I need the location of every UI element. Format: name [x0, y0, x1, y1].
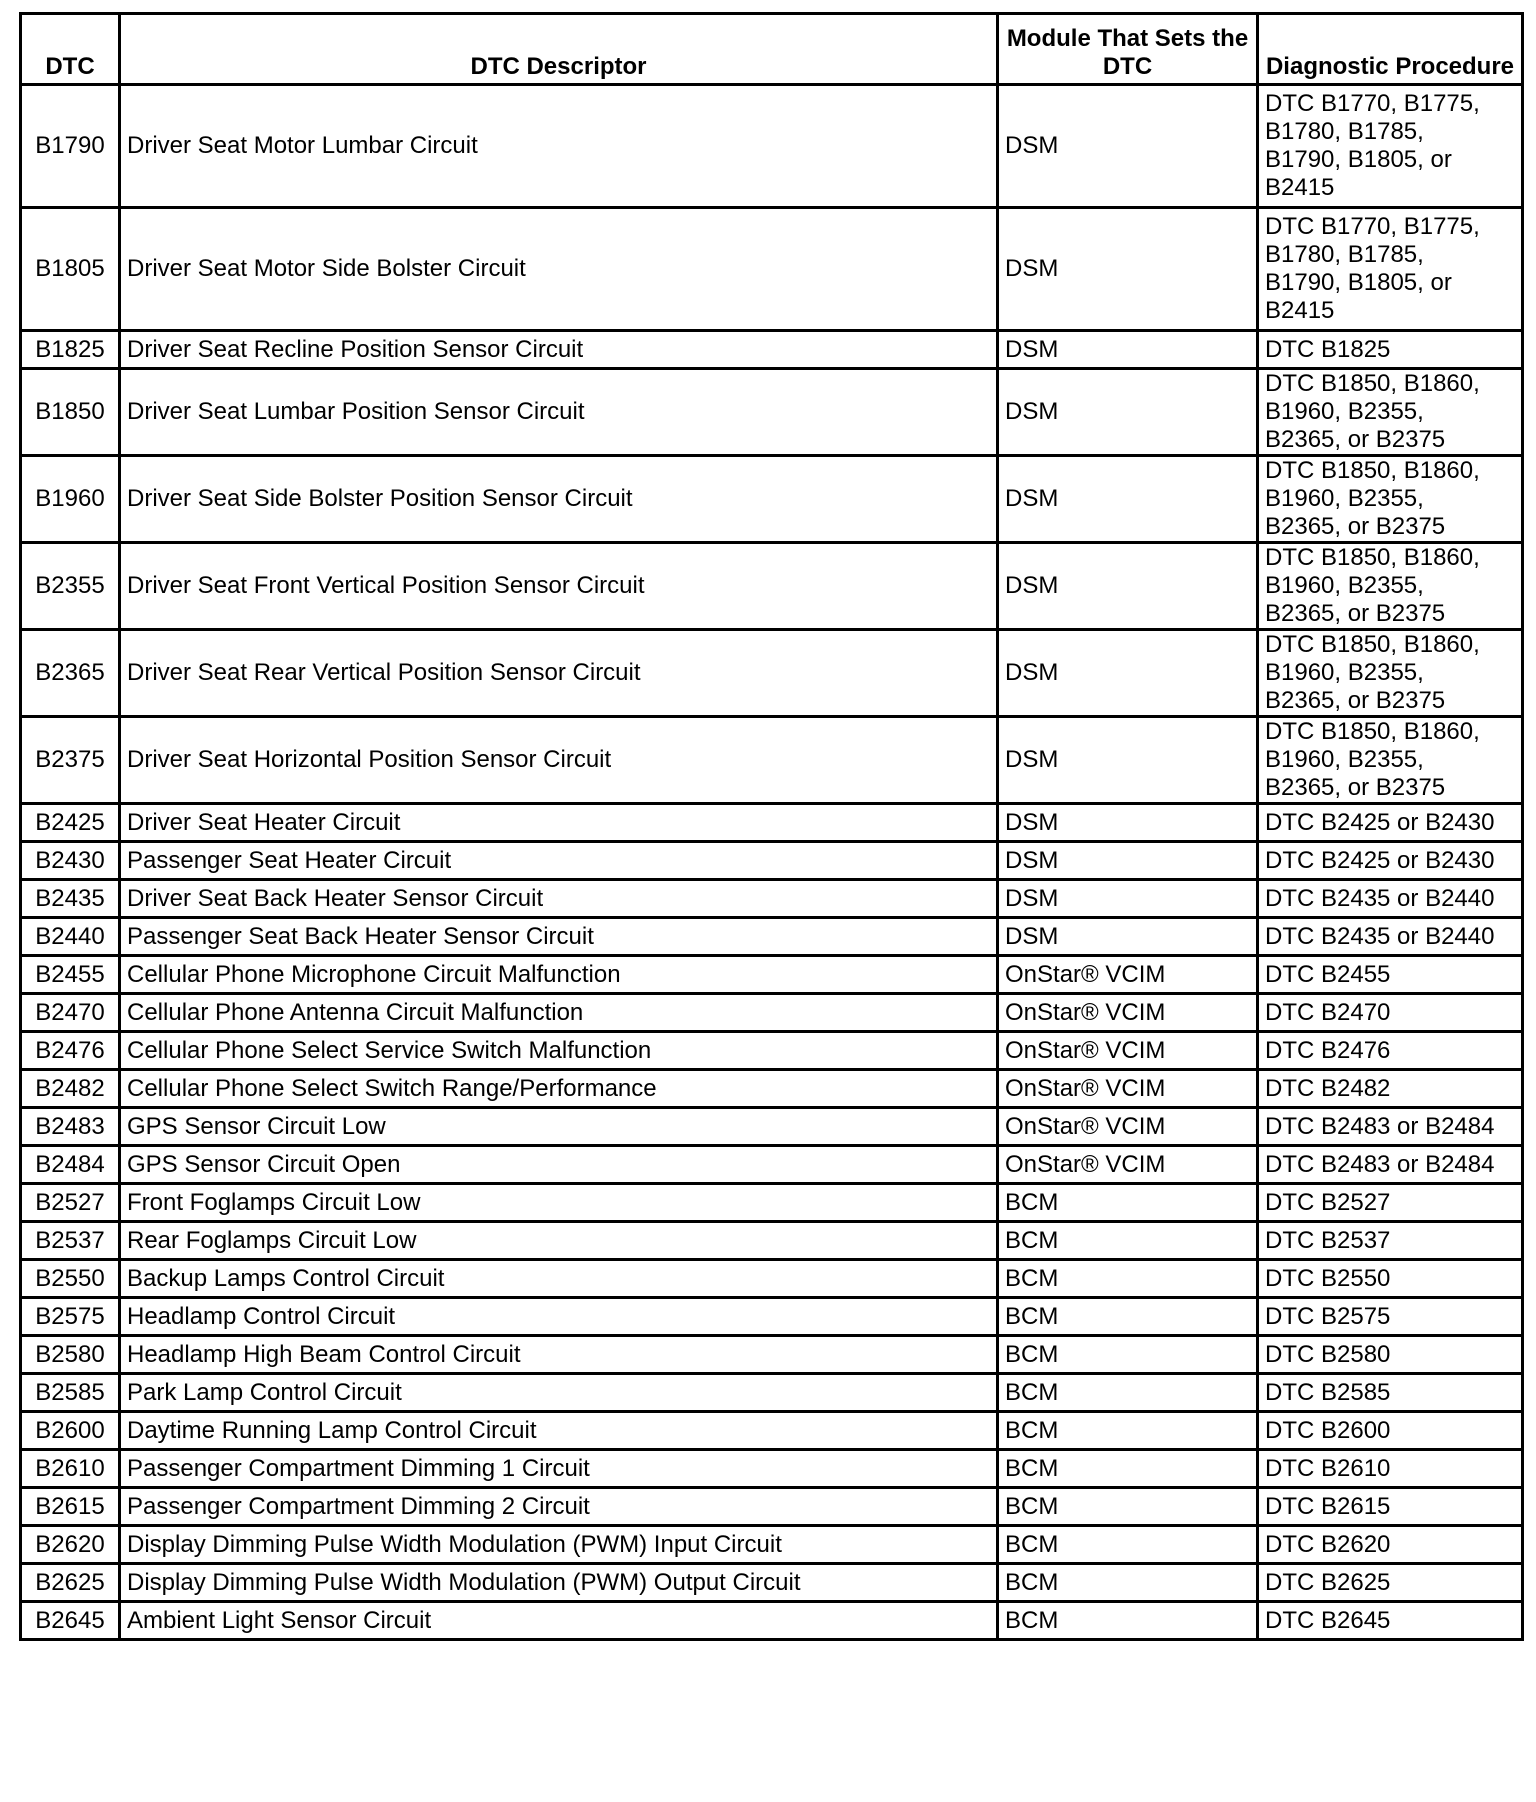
table-row [21, 1450, 1523, 1488]
procedure-line: DTC B2575 [1265, 1302, 1391, 1330]
diagnostic-procedure-cell [1258, 331, 1523, 369]
dtc-descriptor-cell: Ambient Light Sensor Circuit [120, 1602, 998, 1640]
procedure-line: DTC B2527 [1265, 1188, 1391, 1216]
module-cell: BCM [998, 1222, 1258, 1260]
dtc-code-cell: B2470 [21, 994, 120, 1032]
procedure-line: DTC B2455 [1265, 960, 1391, 988]
procedure-line: B1790, B1805, or [1265, 146, 1452, 173]
dtc-descriptor-cell: Passenger Seat Back Heater Sensor Circuit [120, 918, 998, 956]
dtc-code-cell: B2476 [21, 1032, 120, 1070]
module-cell: OnStar® VCIM [998, 1070, 1258, 1108]
dtc-code-cell: B2527 [21, 1184, 120, 1222]
dtc-descriptor-cell: Daytime Running Lamp Control Circuit [120, 1412, 998, 1450]
diagnostic-procedure-cell [1258, 1526, 1523, 1564]
dtc-code-cell: B2575 [21, 1298, 120, 1336]
diagnostic-procedure-cell [1258, 804, 1523, 842]
procedure-line: DTC B1850, B1860, [1265, 631, 1480, 658]
dtc-code-cell: B2615 [21, 1488, 120, 1526]
diagnostic-procedure-cell [1258, 842, 1523, 880]
table-header-row [21, 14, 1523, 85]
dtc-code-cell: B1825 [21, 331, 120, 369]
diagnostic-procedure-cell [1258, 208, 1523, 331]
diagnostic-procedure-cell [1258, 630, 1523, 717]
dtc-descriptor-cell: Display Dimming Pulse Width Modulation (PWM) Output Circuit [120, 1564, 998, 1602]
table-row [21, 1146, 1523, 1184]
module-cell: DSM [998, 880, 1258, 918]
module-cell: OnStar® VCIM [998, 1108, 1258, 1146]
table-row [21, 331, 1523, 369]
table-row [21, 1298, 1523, 1336]
dtc-descriptor-cell: Driver Seat Horizontal Position Sensor Circuit [120, 717, 998, 804]
table-row [21, 456, 1523, 543]
procedure-line: DTC B2550 [1265, 1264, 1391, 1292]
procedure-line: DTC B2625 [1265, 1568, 1391, 1596]
dtc-descriptor-cell: Park Lamp Control Circuit [120, 1374, 998, 1412]
diagnostic-procedure-cell [1258, 1108, 1523, 1146]
module-cell: BCM [998, 1260, 1258, 1298]
procedure-line: B1960, B2355, [1265, 572, 1424, 599]
module-cell: BCM [998, 1336, 1258, 1374]
module-cell: BCM [998, 1184, 1258, 1222]
module-cell: DSM [998, 456, 1258, 543]
module-cell: DSM [998, 918, 1258, 956]
diagnostic-procedure-cell [1258, 543, 1523, 630]
module-cell: OnStar® VCIM [998, 1032, 1258, 1070]
dtc-code-cell: B2440 [21, 918, 120, 956]
diagnostic-procedure-cell [1258, 85, 1523, 208]
table-row [21, 717, 1523, 804]
table-row [21, 1602, 1523, 1640]
dtc-descriptor-cell: Driver Seat Lumbar Position Sensor Circuit [120, 369, 998, 456]
diagnostic-procedure-cell [1258, 1412, 1523, 1450]
dtc-descriptor-cell: Driver Seat Rear Vertical Position Sensor Circuit [120, 630, 998, 717]
module-cell: DSM [998, 543, 1258, 630]
diagnostic-procedure-cell [1258, 717, 1523, 804]
diagnostic-procedure-cell [1258, 1260, 1523, 1298]
procedure-line: DTC B1850, B1860, [1265, 718, 1480, 745]
dtc-descriptor-cell: GPS Sensor Circuit Low [120, 1108, 998, 1146]
dtc-code-cell: B2455 [21, 956, 120, 994]
dtc-descriptor-cell: Driver Seat Motor Lumbar Circuit [120, 85, 998, 208]
procedure-line: B1960, B2355, [1265, 659, 1424, 686]
procedure-line: DTC B2425 or B2430 [1265, 846, 1495, 874]
diagnostic-procedure-cell [1258, 1146, 1523, 1184]
module-cell: DSM [998, 85, 1258, 208]
dtc-code-cell: B2375 [21, 717, 120, 804]
module-cell: DSM [998, 369, 1258, 456]
table-row [21, 369, 1523, 456]
module-cell: DSM [998, 717, 1258, 804]
module-cell: OnStar® VCIM [998, 994, 1258, 1032]
procedure-line: B1780, B1785, [1265, 241, 1424, 268]
table-row [21, 1564, 1523, 1602]
diagnostic-procedure-cell [1258, 1184, 1523, 1222]
procedure-line: DTC B2476 [1265, 1036, 1391, 1064]
procedure-line: DTC B2483 or B2484 [1265, 1150, 1495, 1178]
module-cell: OnStar® VCIM [998, 1146, 1258, 1184]
header-module: Module That Sets the DTC [998, 14, 1258, 85]
dtc-code-cell: B2585 [21, 1374, 120, 1412]
diagnostic-procedure-cell [1258, 956, 1523, 994]
dtc-code-cell: B2430 [21, 842, 120, 880]
procedure-line: B1960, B2355, [1265, 485, 1424, 512]
procedure-line: B1960, B2355, [1265, 746, 1424, 773]
diagnostic-procedure-cell [1258, 1032, 1523, 1070]
diagnostic-procedure-cell [1258, 1488, 1523, 1526]
module-cell: DSM [998, 804, 1258, 842]
table-row [21, 842, 1523, 880]
diagnostic-procedure-cell [1258, 1222, 1523, 1260]
procedure-line: DTC B2537 [1265, 1226, 1391, 1254]
table-body [21, 85, 1523, 1640]
dtc-code-cell: B2620 [21, 1526, 120, 1564]
diagnostic-procedure-cell [1258, 1602, 1523, 1640]
dtc-code-cell: B2610 [21, 1450, 120, 1488]
header-dtc: DTC [21, 14, 120, 85]
header-procedure: Diagnostic Procedure [1258, 14, 1523, 85]
procedure-line: DTC B2482 [1265, 1074, 1391, 1102]
module-cell: BCM [998, 1298, 1258, 1336]
module-cell: DSM [998, 331, 1258, 369]
dtc-descriptor-cell: Cellular Phone Select Service Switch Malfunction [120, 1032, 998, 1070]
diagnostic-procedure-cell [1258, 369, 1523, 456]
table-row [21, 543, 1523, 630]
table-row [21, 1336, 1523, 1374]
table-row [21, 208, 1523, 331]
procedure-line: DTC B2610 [1265, 1454, 1391, 1482]
diagnostic-procedure-cell [1258, 1336, 1523, 1374]
table-row [21, 1032, 1523, 1070]
procedure-line: DTC B1825 [1265, 335, 1391, 363]
procedure-line: B1790, B1805, or [1265, 269, 1452, 296]
dtc-code-cell: B2483 [21, 1108, 120, 1146]
procedure-line: DTC B1770, B1775, [1265, 213, 1480, 240]
module-cell: DSM [998, 842, 1258, 880]
module-cell: BCM [998, 1526, 1258, 1564]
procedure-line: B1960, B2355, [1265, 398, 1424, 425]
procedure-line: DTC B1850, B1860, [1265, 544, 1480, 571]
procedure-line: DTC B2580 [1265, 1340, 1391, 1368]
diagnostic-procedure-cell [1258, 1374, 1523, 1412]
table-row [21, 880, 1523, 918]
procedure-line: B2415 [1265, 297, 1335, 324]
dtc-code-cell: B2580 [21, 1336, 120, 1374]
table-row [21, 804, 1523, 842]
module-cell: BCM [998, 1602, 1258, 1640]
table-row [21, 1412, 1523, 1450]
header-descriptor: DTC Descriptor [120, 14, 998, 85]
diagnostic-procedure-cell [1258, 880, 1523, 918]
procedure-line: DTC B2425 or B2430 [1265, 808, 1495, 836]
dtc-code-cell: B1805 [21, 208, 120, 331]
table-row [21, 956, 1523, 994]
dtc-code-cell: B2365 [21, 630, 120, 717]
dtc-code-cell: B2484 [21, 1146, 120, 1184]
dtc-code-cell: B2435 [21, 880, 120, 918]
dtc-descriptor-cell: Driver Seat Heater Circuit [120, 804, 998, 842]
dtc-code-cell: B2645 [21, 1602, 120, 1640]
dtc-descriptor-cell: Headlamp Control Circuit [120, 1298, 998, 1336]
table-row [21, 918, 1523, 956]
dtc-code-cell: B1850 [21, 369, 120, 456]
dtc-table-sheet [19, 12, 1521, 1641]
procedure-line: DTC B1770, B1775, [1265, 90, 1480, 117]
procedure-line: B1780, B1785, [1265, 118, 1424, 145]
dtc-descriptor-cell: Cellular Phone Antenna Circuit Malfunction [120, 994, 998, 1032]
table-row [21, 1222, 1523, 1260]
dtc-code-cell: B2537 [21, 1222, 120, 1260]
dtc-code-cell: B2600 [21, 1412, 120, 1450]
dtc-descriptor-cell: Driver Seat Recline Position Sensor Circuit [120, 331, 998, 369]
procedure-line: B2365, or B2375 [1265, 600, 1446, 627]
diagnostic-procedure-cell [1258, 456, 1523, 543]
dtc-descriptor-cell: Passenger Compartment Dimming 1 Circuit [120, 1450, 998, 1488]
module-cell: OnStar® VCIM [998, 956, 1258, 994]
diagnostic-procedure-cell [1258, 1564, 1523, 1602]
procedure-line: DTC B1850, B1860, [1265, 370, 1480, 397]
procedure-line: DTC B2585 [1265, 1378, 1391, 1406]
module-cell: BCM [998, 1450, 1258, 1488]
table-row [21, 85, 1523, 208]
dtc-descriptor-cell: Cellular Phone Select Switch Range/Performance [120, 1070, 998, 1108]
procedure-line: B2365, or B2375 [1265, 513, 1446, 540]
dtc-code-cell: B2625 [21, 1564, 120, 1602]
table-row [21, 1374, 1523, 1412]
dtc-code-cell: B2355 [21, 543, 120, 630]
procedure-line: B2365, or B2375 [1265, 687, 1446, 714]
dtc-descriptor-cell: Driver Seat Back Heater Sensor Circuit [120, 880, 998, 918]
table-row [21, 994, 1523, 1032]
dtc-descriptor-cell: Rear Foglamps Circuit Low [120, 1222, 998, 1260]
procedure-line: DTC B2645 [1265, 1606, 1391, 1634]
dtc-descriptor-cell: Headlamp High Beam Control Circuit [120, 1336, 998, 1374]
table-row [21, 1526, 1523, 1564]
table-row [21, 1260, 1523, 1298]
dtc-descriptor-cell: GPS Sensor Circuit Open [120, 1146, 998, 1184]
dtc-descriptor-cell: Driver Seat Front Vertical Position Sensor Circuit [120, 543, 998, 630]
table-row [21, 1108, 1523, 1146]
dtc-descriptor-cell: Front Foglamps Circuit Low [120, 1184, 998, 1222]
procedure-line: DTC B2470 [1265, 998, 1391, 1026]
table-row [21, 1184, 1523, 1222]
procedure-line: DTC B2435 or B2440 [1265, 922, 1495, 950]
procedure-line: DTC B2600 [1265, 1416, 1391, 1444]
dtc-code-cell: B1790 [21, 85, 120, 208]
dtc-descriptor-cell: Display Dimming Pulse Width Modulation (PWM) Input Circuit [120, 1526, 998, 1564]
procedure-line: B2415 [1265, 174, 1335, 201]
diagnostic-procedure-cell [1258, 1450, 1523, 1488]
procedure-line: DTC B2615 [1265, 1492, 1391, 1520]
dtc-code-cell: B2550 [21, 1260, 120, 1298]
diagnostic-procedure-cell [1258, 1298, 1523, 1336]
table-row [21, 1070, 1523, 1108]
table-row [21, 1488, 1523, 1526]
procedure-line: DTC B2620 [1265, 1530, 1391, 1558]
dtc-table [19, 12, 1524, 1641]
dtc-descriptor-cell: Driver Seat Side Bolster Position Sensor Circuit [120, 456, 998, 543]
procedure-line: DTC B1850, B1860, [1265, 457, 1480, 484]
dtc-descriptor-cell: Backup Lamps Control Circuit [120, 1260, 998, 1298]
module-cell: BCM [998, 1374, 1258, 1412]
procedure-line: DTC B2435 or B2440 [1265, 884, 1495, 912]
module-cell: BCM [998, 1564, 1258, 1602]
dtc-code-cell: B2425 [21, 804, 120, 842]
dtc-code-cell: B1960 [21, 456, 120, 543]
procedure-line: B2365, or B2375 [1265, 426, 1446, 453]
diagnostic-procedure-cell [1258, 994, 1523, 1032]
module-cell: DSM [998, 208, 1258, 331]
procedure-line: DTC B2483 or B2484 [1265, 1112, 1495, 1140]
diagnostic-procedure-cell [1258, 918, 1523, 956]
dtc-code-cell: B2482 [21, 1070, 120, 1108]
dtc-descriptor-cell: Driver Seat Motor Side Bolster Circuit [120, 208, 998, 331]
module-cell: BCM [998, 1488, 1258, 1526]
dtc-descriptor-cell: Passenger Seat Heater Circuit [120, 842, 998, 880]
dtc-descriptor-cell: Passenger Compartment Dimming 2 Circuit [120, 1488, 998, 1526]
module-cell: BCM [998, 1412, 1258, 1450]
procedure-line: B2365, or B2375 [1265, 774, 1446, 801]
table-row [21, 630, 1523, 717]
dtc-descriptor-cell: Cellular Phone Microphone Circuit Malfunction [120, 956, 998, 994]
module-cell: DSM [998, 630, 1258, 717]
diagnostic-procedure-cell [1258, 1070, 1523, 1108]
